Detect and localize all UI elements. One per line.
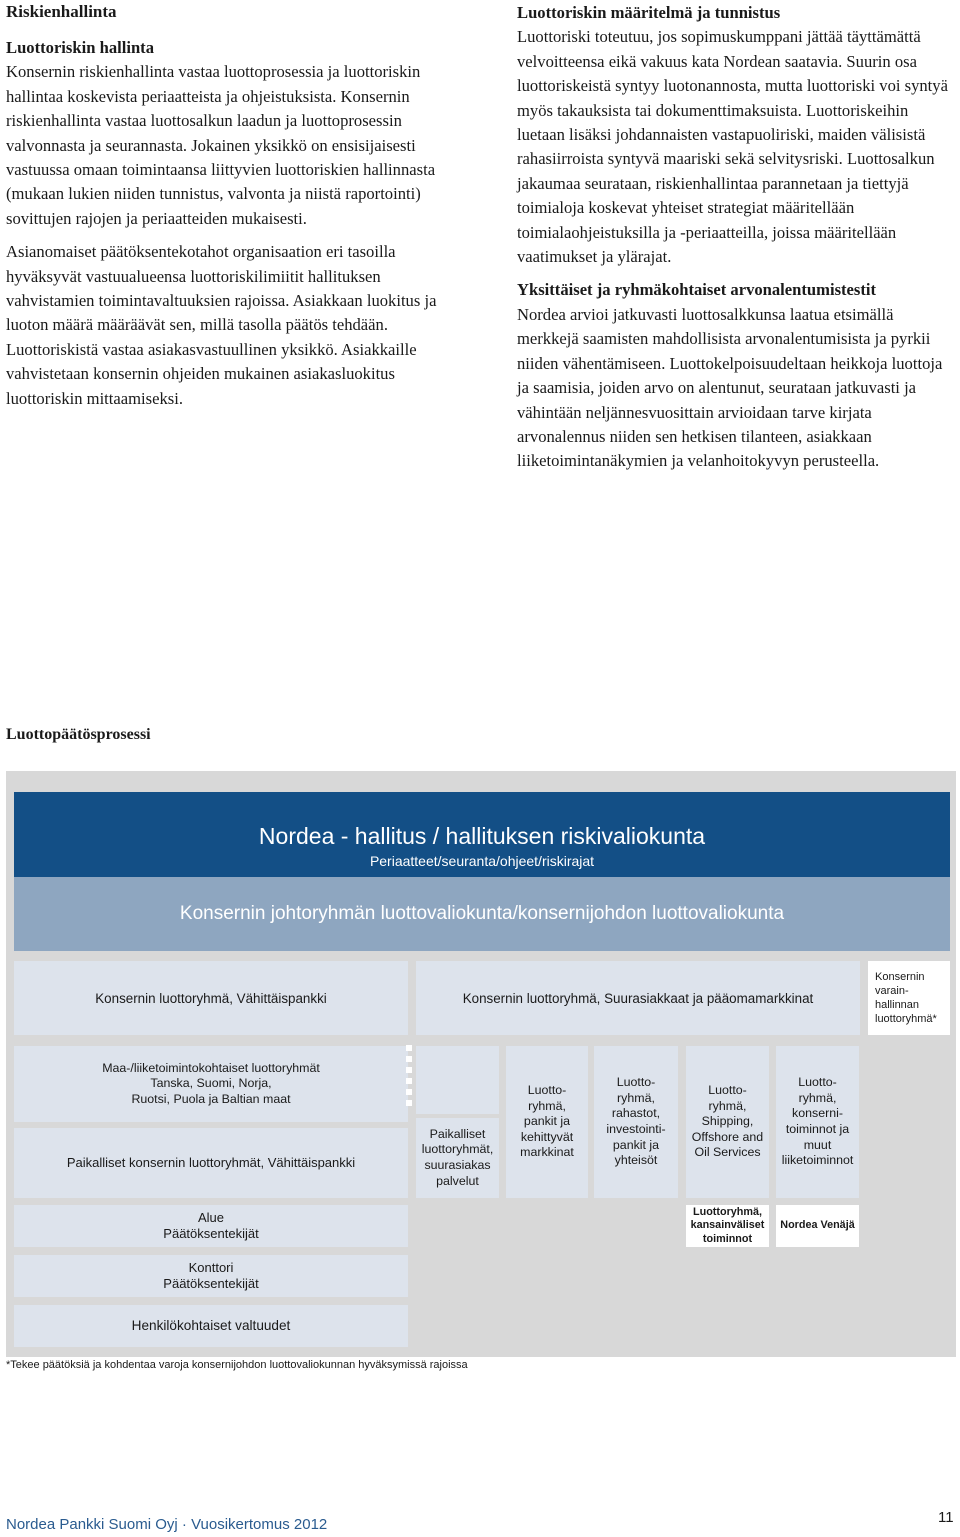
section-subtitle-impairment-tests: Yksittäiset ja ryhmäkohtaiset arvonalentumistestit (517, 280, 877, 300)
investment-credit-group-box: Luotto- ryhmä, rahastot, investointi- pankit ja yhteisöt (594, 1046, 678, 1198)
local-retail-credit-groups-box: Paikalliset konsernin luottoryhmät, Vähittäispankki (14, 1128, 408, 1198)
wealth-credit-group-box: Konsernin varain-hallinnan luottoryhmä* (868, 961, 950, 1035)
corporate-credit-group-box: Konsernin luottoryhmä, Suurasiakkaat ja pääomamarkkinat (416, 961, 860, 1035)
shipping-credit-group-box: Luotto- ryhmä, Shipping, Offshore and Oil Services (686, 1046, 769, 1198)
right-section-1 (517, 1, 957, 269)
left-section (6, 36, 446, 231)
board-subtitle: Periaatteet/seuranta/ohjeet/riskirajat (369, 852, 595, 869)
page-number: 11 (938, 1509, 954, 1526)
section-subtitle-credit-risk-management: Luottoriskin hallinta (6, 38, 154, 57)
personal-authorities-box: Henkilökohtaiset valtuudet (14, 1305, 408, 1347)
international-credit-group-box: Luottoryhmä, kansainväliset toiminnot (686, 1205, 769, 1247)
left-column (6, 36, 446, 420)
right-column (517, 1, 957, 483)
section-subtitle-credit-risk-definition: Luottoriskin määritelmä ja tunnistus (517, 3, 781, 22)
retail-credit-group-box: Konsernin luottoryhmä, Vähittäispankki (14, 961, 408, 1035)
diagram-heading: Luottopäätösprosessi (6, 726, 151, 743)
dashed-connector (406, 1045, 412, 1111)
banks-credit-group-box: Luotto- ryhmä, pankit ja kehittyvät markkinat (506, 1046, 588, 1198)
exec-committee-box: Konsernin johtoryhmän luottovaliokunta/konsernijohdon luottovaliokunta (14, 877, 950, 951)
other-credit-group-box: Luotto- ryhmä, konserni- toiminnot ja muut liiketoiminnot (776, 1046, 859, 1198)
left-paragraph-2: Asianomaiset päätöksentekotahot organisaation eri tasoilla hyväksyvät vastuualueensa luottoriskilimiitit hallituksen vahvistamien toimintavaltuuksien rajoissa. Asiakkaan luokitus ja luoton määrä määräävät sen, millä tasolla päätös tehdään. Luottoriskistä vastaa asiakasvastuullinen yksikkö. Asiakkaille vahvistetaan konsernin ohjeiden mukainen asiakasluokitus luottoriskin mittaamiseksi. (6, 242, 437, 408)
local-large-empty-top (416, 1046, 499, 1114)
right-paragraph-1: Luottoriski toteutuu, jos sopimuskumppani jättää täyttämättä velvoitteensa eikä vakuus kata Nordean saatavia. Suurin osa luottoriskeistä syntyy luotonannosta, mutta luottoriski voi syntyä myös takauksista tai dokumenttimaksuista. Luottoriskeihin luetaan lisäksi johdannaisten vastapuoliriski, maiden välisistä rahasiirroista syntyvä maariski sekä selvitysriski. Luottosalkun jakaumaa seurataan, riskienhallintaa parannetaan ja tiettyjä toimialoja koskevat yhteiset strategiat määritellään toimialaohjeistuksilla ja -periaatteilla, joissa määritellään vaatimukset ja ylärajat. (517, 27, 948, 267)
area-decision-makers-box: Alue Päätöksentekijät (14, 1205, 408, 1247)
right-paragraph-2: Nordea arvioi jatkuvasti luottosalkkunsa laatua etsimällä merkkejä saamisten mahdollisista arvonalentumisista ja pyrkii niiden vähentämiseen. Luottokelpoisuudeltaan heikkoja luottoja ja saamisia, joiden arvo on alentunut, seurataan jatkuvasti ja vähintään neljännesvuosittain arvioidaan tarve kirjata arvonalennus niiden sen hetkisen tilanteen, asiakkaan liiketoimintanäkymien ja velanhoitokyvyn perusteella. (517, 304, 943, 471)
country-credit-groups-box: Maa-/liiketoimintokohtaiset luottoryhmät Tanska, Suomi, Norja, Ruotsi, Puola ja Baltian maat (14, 1046, 408, 1122)
page-title: Riskienhallinta (6, 2, 117, 21)
local-large-corporate-box: Paikalliset luottoryhmät, suurasiakas palvelut (416, 1118, 499, 1198)
nordea-russia-box: Nordea Venäjä (776, 1205, 859, 1247)
right-section-2 (517, 278, 957, 473)
credit-decision-diagram (6, 771, 956, 1357)
left-paragraph-1: Konsernin riskienhallinta vastaa luottoprosessia ja luottoriskin hallintaa koskevista periaatteista ja ohjeistuksista. Konsernin riskienhallinta vastaa luottosalkun laadun ja luottoprosessin valvonnasta ja seurannasta. Jokainen yksikkö on ensisijaisesti vastuussa omaan toimintaansa liittyvien luottoriskien hallinnasta (mukaan lukien niiden tunnistus, valvonta ja niistä raportointi) sovittujen rajojen ja periaatteiden mukaisesti. (6, 62, 436, 228)
footer-publication: Nordea Pankki Suomi Oyj · Vuosikertomus 2012 (6, 1516, 328, 1533)
branch-decision-makers-box: Konttori Päätöksentekijät (14, 1255, 408, 1297)
diagram-footnote: *Tekee päätöksiä ja kohdentaa varoja konsernijohdon luottovaliokunnan hyväksymissä rajoissa (6, 1359, 468, 1371)
board-title: Nordea - hallitus / hallituksen riskivaliokunta (258, 822, 706, 849)
